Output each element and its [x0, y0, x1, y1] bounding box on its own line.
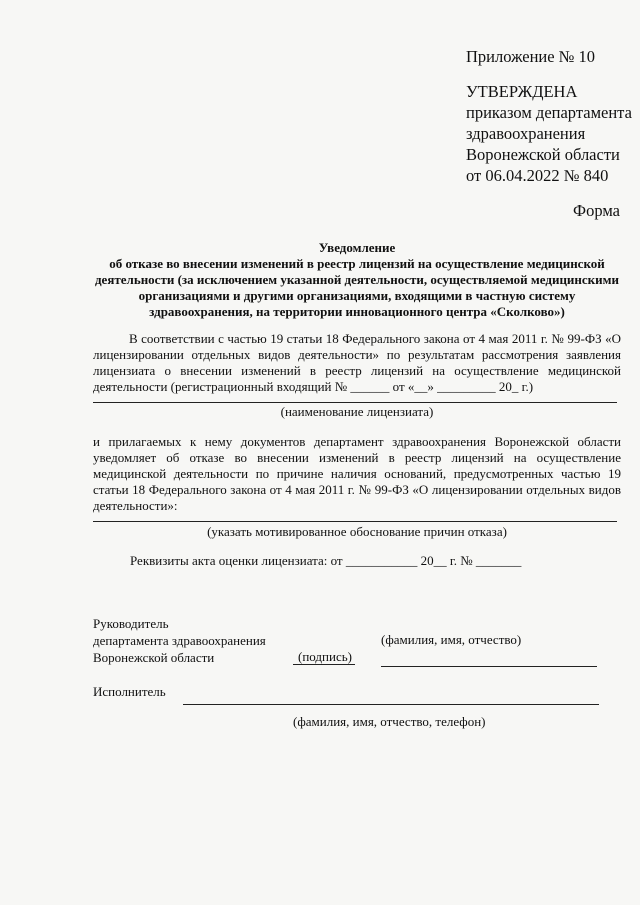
approval-line: приказом департамента: [466, 103, 632, 122]
signature-caption: (подпись): [298, 649, 352, 664]
refusal-reason-caption: (указать мотивированное обоснование причин отказа): [207, 524, 507, 539]
licensee-name-line: [93, 402, 617, 403]
approval-line: Воронежской области: [466, 145, 620, 164]
title-body: об отказе во внесении изменений в реестр лицензий на осуществление медицинской деятельности (за исключением указанной деятельности, осуществляемой медицинскими организациями и другими организациями, входящими в частную систему здравоохранения, на территории инновационного центра «Сколково»): [94, 256, 620, 319]
signature-line: [293, 664, 355, 665]
approval-line: от 06.04.2022 № 840: [466, 166, 609, 185]
document-title: [92, 240, 622, 320]
licensee-caption: (наименование лицензиата): [280, 404, 434, 419]
refusal-reason-line: [93, 521, 617, 522]
head-line: Воронежской области: [93, 650, 215, 665]
approval-stamp: [466, 81, 632, 186]
head-of-department: [93, 615, 266, 666]
appendix-number: Приложение № 10: [466, 47, 596, 66]
form-label: Форма: [573, 201, 620, 220]
paragraph-legal-basis: В соответствии с частью 19 статьи 18 Федерального закона от 4 мая 2011 г. № 99-ФЗ «О лицензировании отдельных видов деятельности» по результатам рассмотрения заявления лицензиата о внесении изменений в реестр лицензий на осуществление медицинской деятельности (регистрационный входящий № ______ от «__» _________ 20_ г.): [93, 331, 621, 394]
assessment-act-details: Реквизиты акта оценки лицензиата: от ___________ 20__ г. № _______: [130, 553, 522, 568]
name-caption: (фамилия, имя, отчество): [381, 632, 522, 647]
full-name-line: [381, 666, 597, 667]
approval-line: здравоохранения: [466, 124, 586, 143]
title-heading: Уведомление: [318, 240, 396, 255]
executor-line: [183, 704, 599, 705]
head-line: Руководитель: [93, 616, 169, 631]
approval-line: УТВЕРЖДЕНА: [466, 82, 578, 101]
executor-caption: (фамилия, имя, отчество, телефон): [293, 714, 486, 729]
head-line: департамента здравоохранения: [93, 633, 266, 648]
paragraph-refusal: и прилагаемых к нему документов департамент здравоохранения Воронежской области уведомляет об отказе во внесении изменений в реестр лицензий на осуществление медицинской деятельности по причине наличия оснований, предусмотренных частью 19 статьи 18 Федерального закона от 4 мая 2011 г. № 99-ФЗ «О лицензировании отдельных видов деятельности»:: [93, 434, 621, 513]
executor-label: Исполнитель: [93, 684, 166, 699]
